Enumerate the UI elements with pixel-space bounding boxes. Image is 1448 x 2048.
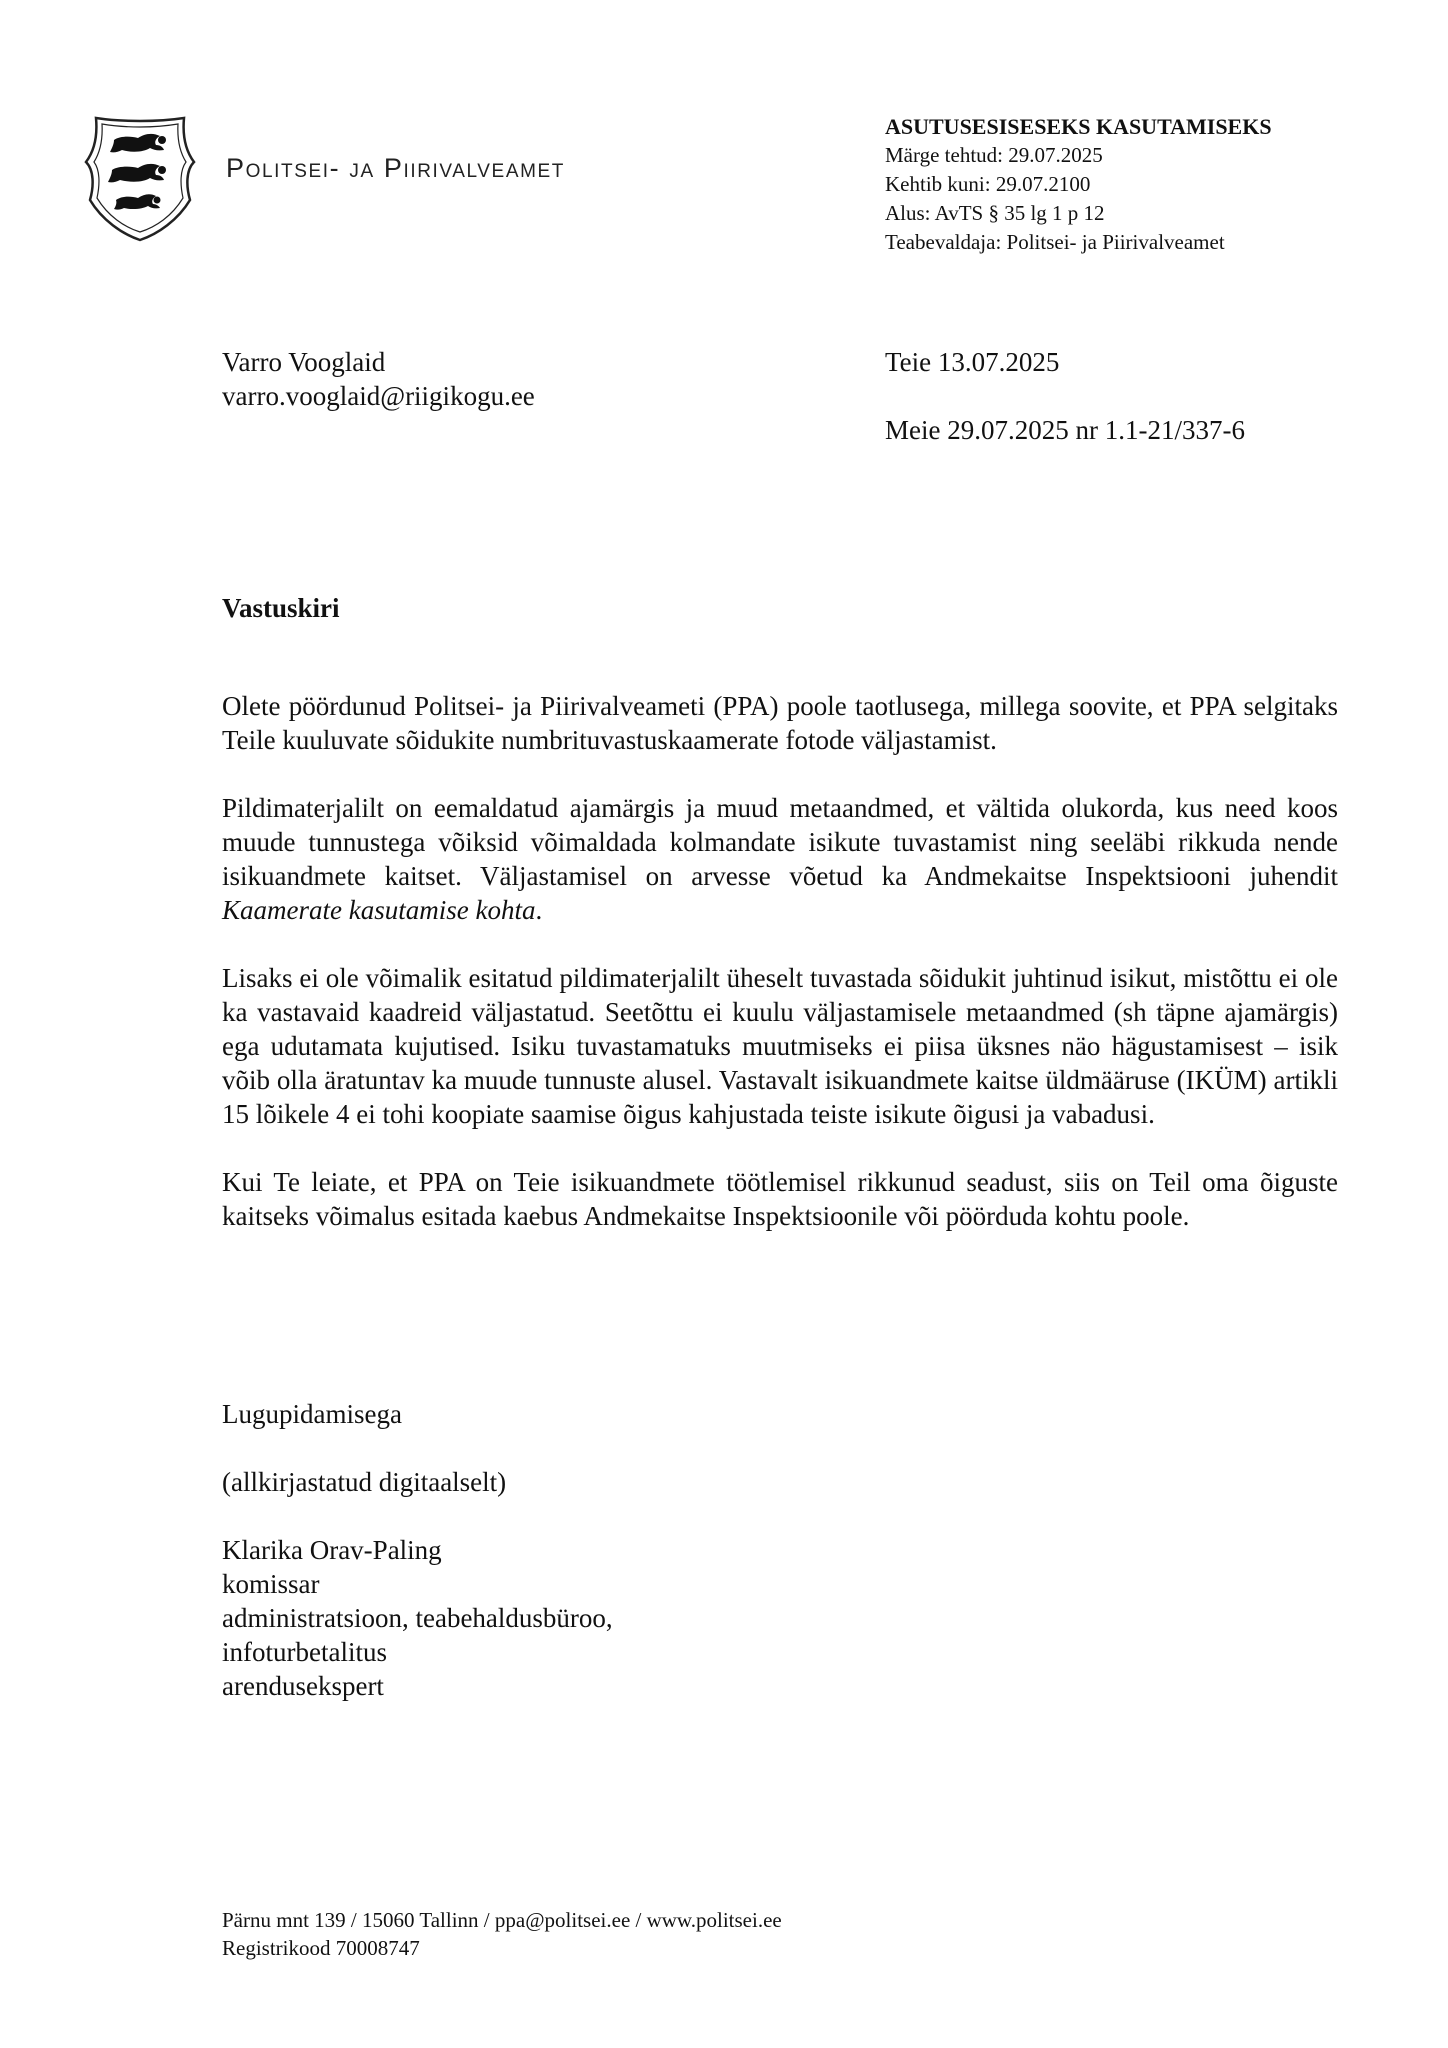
guideline-title: Kaamerate kasutamise kohta <box>222 895 536 925</box>
signer-department: administratsioon, teabehaldusbüroo, <box>222 1603 613 1633</box>
footer-registry-code: Registrikood 70008747 <box>222 1936 420 1960</box>
signer-name: Klarika Orav-Paling <box>222 1535 442 1565</box>
body-paragraph-2-text: Pildimaterjalilt on eemaldatud ajamärgis ja muud metaandmed, et vältida olukorda, kus need koos muude tunnustega võiksid võimaldada kolmandate isikute tuvastamist ning seeläbi rikkuda nende isikuandmete kaitset. Väljastamisel on arvesse võetud ka Andmekaitse Inspektsiooni juhendit <box>222 793 1338 891</box>
restriction-heading: ASUTUSESISESEKS KASUTAMISEKS <box>885 114 1272 139</box>
signature-note: (allkirjastatud digitaalselt) <box>222 1467 507 1497</box>
body-paragraph-1: Olete pöördunud Politsei- ja Piirivalveameti (PPA) poole taotlusega, millega soovite, et PPA selgitaks Teile kuuluvate sõidukite numbrituvastuskaamerate fotode väljastamist. <box>222 691 1338 755</box>
body-paragraph-4: Kui Te leiate, et PPA on Teie isikuandmete töötlemisel rikkunud seadust, siis on Teil oma õiguste kaitseks võimalus esitada kaebus Andmekaitse Inspektsioonile või pöörduda kohtu poole. <box>222 1167 1338 1231</box>
coat-of-arms-icon <box>82 110 198 244</box>
our-reference: Meie 29.07.2025 nr 1.1-21/337-6 <box>885 415 1245 445</box>
reference-block <box>885 345 1245 447</box>
body-paragraph-2 <box>222 791 1338 927</box>
letter-body <box>222 689 1338 1267</box>
body-paragraph-2-end: . <box>535 895 543 925</box>
restriction-legal-basis: Alus: AvTS § 35 lg 1 p 12 <box>885 201 1105 225</box>
page-footer <box>222 1906 782 1962</box>
restriction-owner: Teabevaldaja: Politsei- ja Piirivalveamet <box>885 230 1225 254</box>
addressee-name: Varro Vooglaid <box>222 347 386 377</box>
signer-role: arendusekspert <box>222 1671 384 1701</box>
addressee-block <box>222 345 535 413</box>
body-paragraph-3: Lisaks ei ole võimalik esitatud pildimaterjalilt üheselt tuvastada sõidukit juhtinud isikut, mistõttu ei ole ka vastavaid kaadreid väljastatud. Seetõttu ei kuulu väljastamisele metaandmed (sh täpne ajamärgis) ega udutamata kujutised. Isiku tuvastamatuks muutmiseks ei piisa üksnes näo hägustamisest – isik võib olla äratuntav ka muude tunnuste alusel. Vastavalt isikuandmete kaitse üldmääruse (IKÜM) artikli 15 lõikele 4 ei tohi koopiate saamise õigus kahjustada teiste isikute õigusi ja vabadusi. <box>222 963 1338 1129</box>
closing-block <box>222 1397 613 1703</box>
signer-unit: infoturbetalitus <box>222 1637 387 1667</box>
signer-rank: komissar <box>222 1569 320 1599</box>
addressee-email: varro.vooglaid@riigikogu.ee <box>222 381 535 411</box>
salutation: Lugupidamisega <box>222 1399 402 1429</box>
document-title: Vastuskiri <box>222 593 340 623</box>
footer-contact: Pärnu mnt 139 / 15060 Tallinn / ppa@politsei.ee / www.politsei.ee <box>222 1908 782 1932</box>
restriction-marked-date: Märge tehtud: 29.07.2025 <box>885 143 1103 167</box>
your-reference: Teie 13.07.2025 <box>885 347 1060 377</box>
agency-name: Politsei- ja Piirivalveamet <box>226 153 566 183</box>
access-restriction-block <box>885 112 1272 257</box>
restriction-valid-until: Kehtib kuni: 29.07.2100 <box>885 172 1091 196</box>
